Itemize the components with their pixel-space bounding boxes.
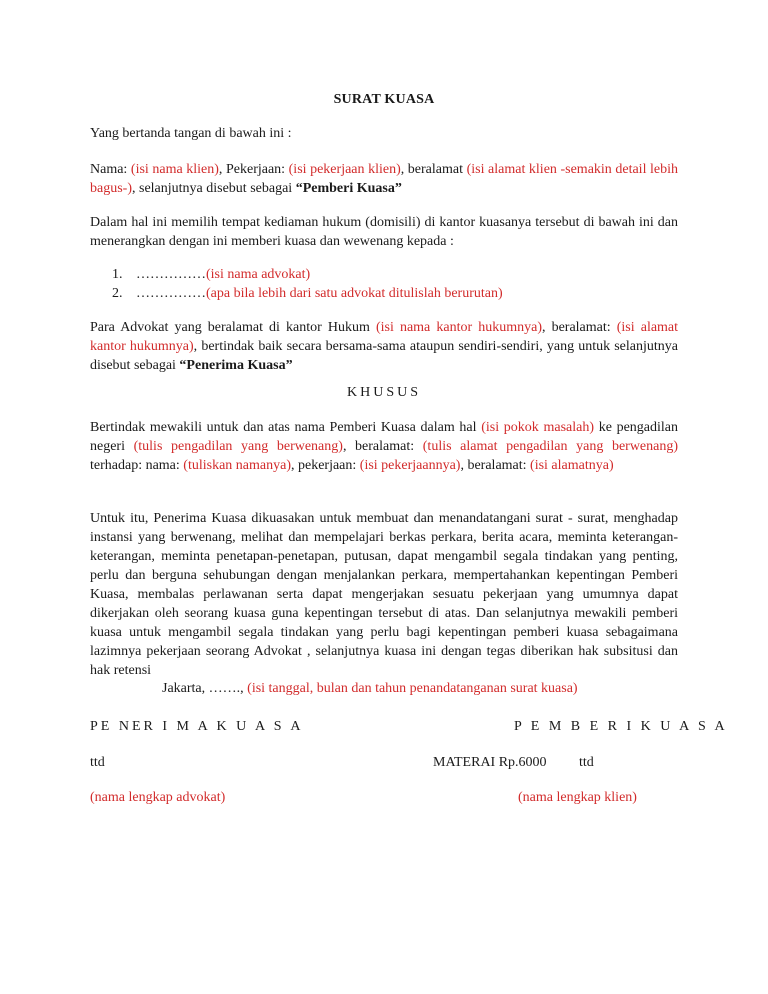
- intro-line: Yang bertanda tangan di bawah ini :: [90, 126, 292, 141]
- advocate-office-paragraph: Para Advokat yang beralamat di kantor Hukum (isi nama kantor hukumnya), beralamat: (isi alamat kantor hukumnya), bertindak baik secara bersama-sama ataupun sendiri-sendiri, yang untuk selanjutnya disebut sebagai “Penerima Kuasa”: [90, 320, 679, 373]
- advocate-name-placeholder: (isi nama advokat): [206, 267, 311, 282]
- advocate-note-placeholder: (apa bila lebih dari satu advokat ditulislah berurutan): [206, 286, 503, 301]
- receiver-heading: PE NER I M A K U A S A: [90, 719, 304, 734]
- document-title: SURAT KUASA: [333, 92, 435, 107]
- case-paragraph: Bertindak mewakili untuk dan atas nama Pemberi Kuasa dalam hal (isi pokok masalah) ke pengadilan negeri (tulis pengadilan yang berwenang), beralamat: (tulis alamat pengadilan yang berwenang) terhadap: nama: (tuliskan namanya), pekerjaan: (isi pekerjaannya), beralamat: (isi alamatnya): [90, 420, 679, 473]
- client-name-placeholder: (isi nama klien): [130, 162, 219, 177]
- list-item: 1. ……………(isi nama advokat): [112, 267, 311, 282]
- date-placeholder: (isi tanggal, bulan dan tahun penandatanganan surat kuasa): [247, 681, 578, 696]
- law-office-placeholder: (isi nama kantor hukumnya): [375, 320, 542, 335]
- court-address-placeholder: (tulis alamat pengadilan yang berwenang): [422, 439, 679, 454]
- penerima-kuasa-role: “Penerima Kuasa”: [179, 358, 293, 373]
- law-office-address-placeholder: (isi alamat kantor hukumnya): [90, 320, 679, 354]
- receiver-signature: ttd: [90, 755, 105, 770]
- opponent-name-placeholder: (tuliskan namanya): [183, 458, 291, 473]
- pemberi-kuasa-role: “Pemberi Kuasa”: [295, 181, 402, 196]
- giver-heading: P E M B E R I K U A S A: [514, 719, 728, 734]
- authority-paragraph: Untuk itu, Penerima Kuasa dikuasakan untuk membuat dan menandatangani surat - surat, menghadap instansi yang berwenang, melihat dan mempelajari berkas perkara, berita acara, meminta keterangan-keterangan, meminta penetapan-penetapan, putusan, dapat mengambil segala tindakan yang penting, perlu dan berguna sehubungan dengan menjalankan perkara, mempertahankan kepentingan Pemberi Kuasa, membalas perlawanan serta dapat mengerjakan sesuatu pekerjaan yang umumnya dapat dikerjakan oleh seorang kuasa guna kepentingan tersebut di atas. Dan selanjutnya mewakili pemberi kuasa untuk mengambil segala tindakan yang perlu bagi kepentingan pemberi kuasa sebagaimana lazimnya pekerjaan seorang Advokat , selanjutnya kuasa ini dengan tegas diberikan hak subsitusi dan hak retensi: [90, 511, 678, 678]
- client-address-placeholder: (isi alamat klien -semakin detail lebih bagus-): [90, 162, 679, 196]
- list-item: 2. ……………(apa bila lebih dari satu advokat ditulislah berurutan): [112, 286, 503, 301]
- domicile-paragraph: Dalam hal ini memilih tempat kediaman hukum (domisili) di kantor kuasanya tersebut di bawah ini dan menerangkan dengan ini memberi kuasa dan wewenang kepada :: [90, 215, 678, 249]
- court-placeholder: (tulis pengadilan yang berwenang): [133, 439, 343, 454]
- opponent-address-placeholder: (isi alamatnya): [530, 458, 614, 473]
- client-identity-paragraph: Nama: (isi nama klien), Pekerjaan: (isi pekerjaan klien), beralamat (isi alamat klien -semakin detail lebih bagus-), selanjutnya disebut sebagai “Pemberi Kuasa”: [90, 162, 679, 196]
- giver-name-placeholder: (nama lengkap klien): [518, 790, 637, 805]
- advocate-list: [112, 265, 503, 303]
- case-subject-placeholder: (isi pokok masalah): [481, 420, 595, 435]
- opponent-job-placeholder: (isi pekerjaannya): [359, 458, 461, 473]
- place-date-line: Jakarta, ……., (isi tanggal, bulan dan tahun penandatanganan surat kuasa): [162, 681, 578, 696]
- khusus-heading: KHUSUS: [346, 385, 421, 400]
- materai-stamp-label: MATERAI Rp.6000: [433, 755, 547, 770]
- client-job-placeholder: (isi pekerjaan klien): [288, 162, 401, 177]
- receiver-name-placeholder: (nama lengkap advokat): [90, 790, 226, 805]
- giver-signature: ttd: [579, 755, 594, 770]
